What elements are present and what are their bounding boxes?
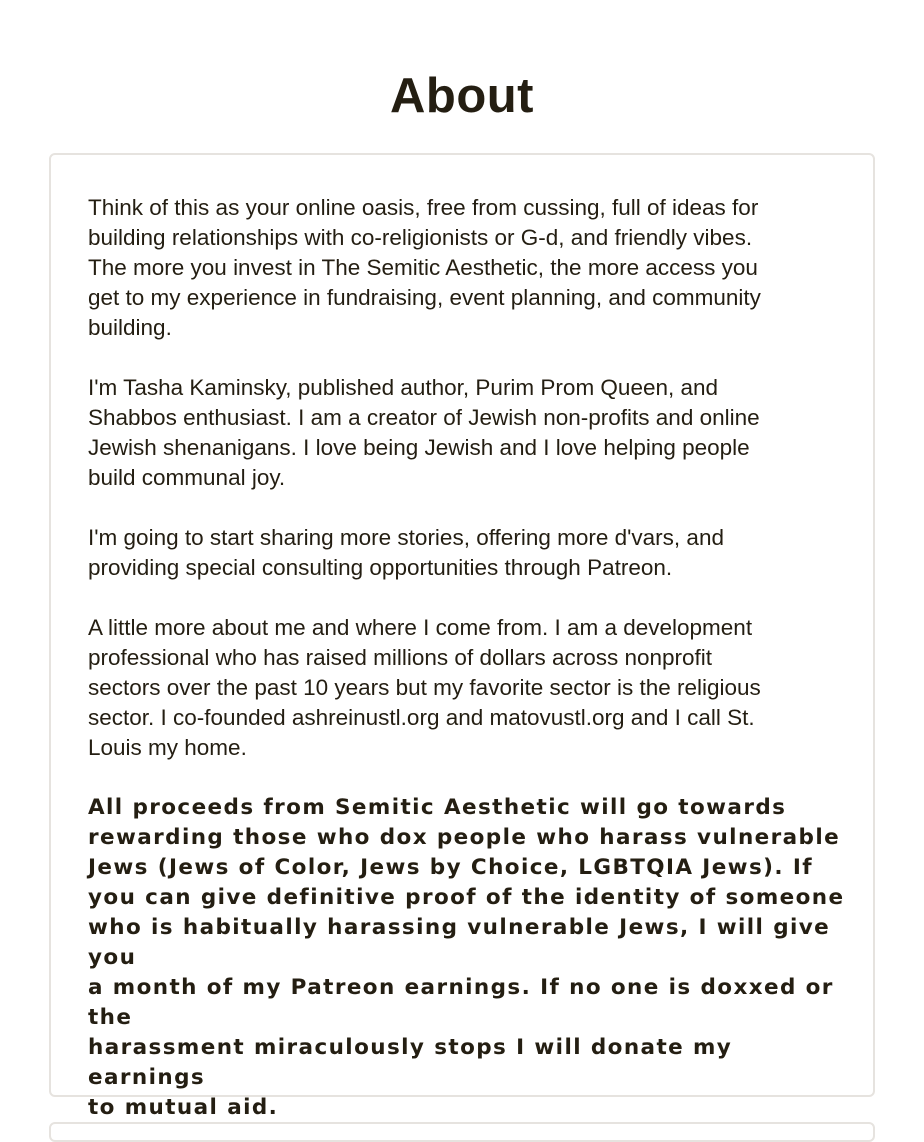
about-card — [49, 153, 875, 1120]
about-paragraph-background: A little more about me and where I come from. I am a development professional who has raised millions of dollars across nonprofit sectors over the past 10 years but my favorite sector is the religious sector. I co-founded ashreinustl.org and matovustl.org and I call St. Louis my home. — [88, 615, 761, 760]
about-paragraph-proceeds: All proceeds from Semitic Aesthetic will go towards rewarding those who dox people who harass vulnerable Jews (Jews of Color, Jews by Choice, LGBTQIA Jews). If you can give definitive proof of the identity of someone who is habitually harassing vulnerable Jews, I will give you a month of my Patreon earnings. If no one is doxxed or the harassment miraculously stops I will donate my earnings to mutual aid. — [88, 795, 845, 1120]
about-paragraph-bio: I'm Tasha Kaminsky, published author, Purim Prom Queen, and Shabbos enthusiast. I am a creator of Jewish non-profits and online Jewish shenanigans. I love being Jewish and I love helping people build communal joy. — [88, 375, 760, 490]
about-paragraph-intro: Think of this as your online oasis, free from cussing, full of ideas for building relationships with co-religionists or G-d, and friendly vibes. The more you invest in The Semitic Aesthetic, the more access you get to my experience in fundraising, event planning, and community building. — [88, 195, 761, 340]
about-paragraph-plans: I'm going to start sharing more stories, offering more d'vars, and providing special consulting opportunities through Patreon. — [88, 525, 724, 580]
next-card-edge — [49, 1122, 875, 1142]
about-body — [88, 193, 848, 1123]
page-title: About — [390, 69, 534, 123]
